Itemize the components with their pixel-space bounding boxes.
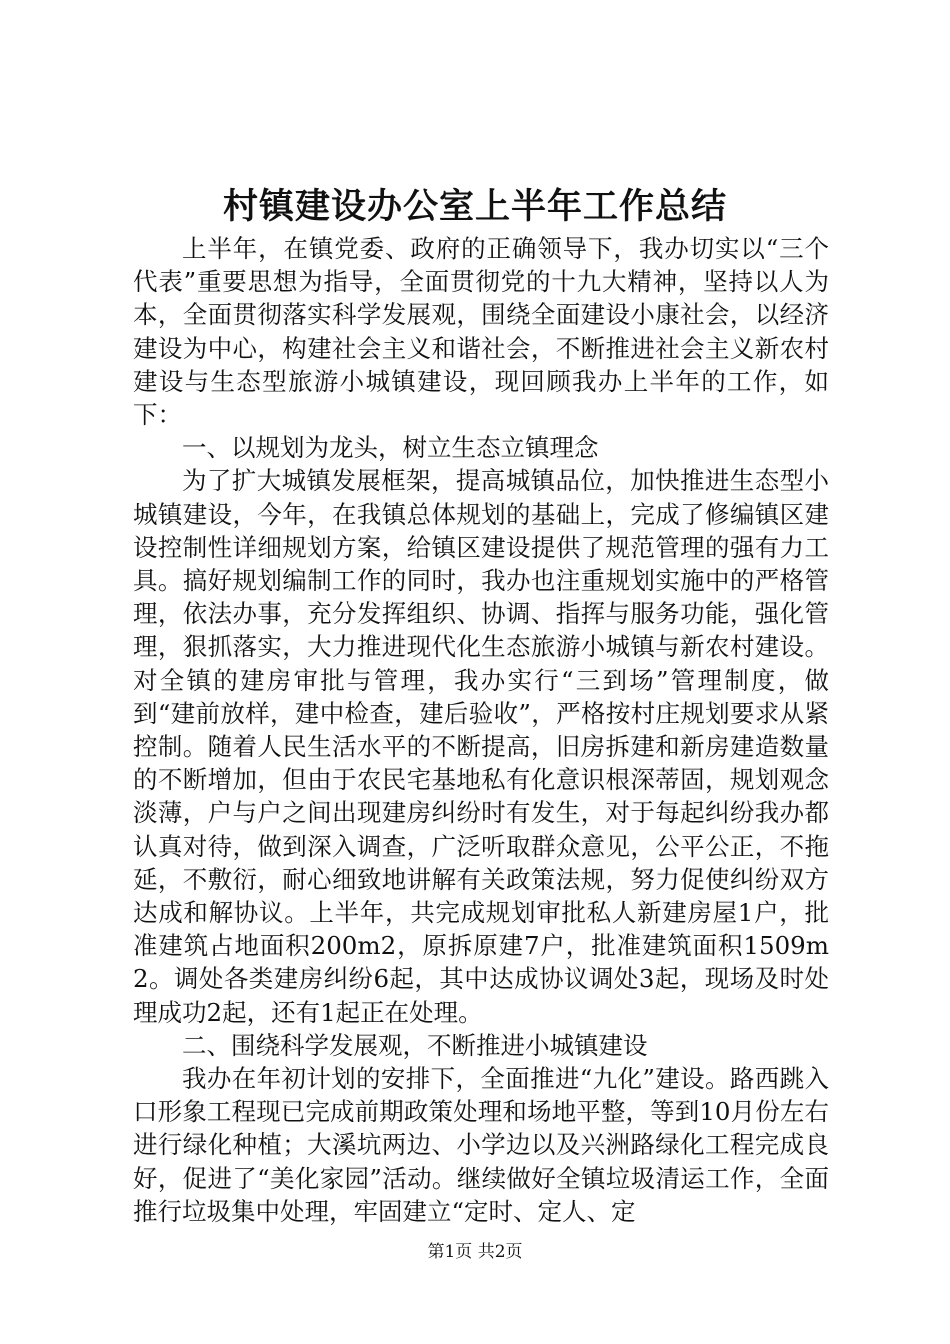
- section-heading-1: 一、以规划为龙头，树立生态立镇理念: [182, 433, 599, 463]
- document-body: [133, 232, 829, 1228]
- page-number-footer: 第1页 共2页: [427, 1242, 523, 1262]
- section-2-paragraph: 我办在年初计划的安排下，全面推进“九化”建设。路西跳入口形象工程现已完成前期政策处理和场地平整，等到10月份左右进行绿化种植；大溪坑两边、小学边以及兴洲路绿化工程完成良好，促进了“美化家园”活动。继续做好全镇垃圾清运工作，全面推行垃圾集中处理，牢固建立“定时、定人、定: [133, 1064, 829, 1226]
- section-1-paragraph: 为了扩大城镇发展框架，提高城镇品位，加快推进生态型小城镇建设，今年，在我镇总体规划的基础上，完成了修编镇区建设控制性详细规划方案，给镇区建设提供了规范管理的强有力工具。搞好规划编制工作的同时，我办也注重规划实施中的严格管理，依法办事，充分发挥组织、协调、指挥与服务功能，强化管理，狠抓落实，大力推进现代化生态旅游小城镇与新农村建设。对全镇的建房审批与管理，我办实行“三到场”管理制度，做到“建前放样，建中检查，建后验收”，严格按村庄规划要求从紧控制。随着人民生活水平的不断提高，旧房拆建和新房建造数量的不断增加，但由于农民宅基地私有化意识根深蒂固，规划观念淡薄，户与户之间出现建房纠纷时有发生，对于每起纠纷我办都认真对待，做到深入调查，广泛听取群众意见，公平公正，不拖延，不敷衍，耐心细致地讲解有关政策法规，努力促使纠纷双方达成和解协议。上半年，共完成规划审批私人新建房屋1户，批准建筑占地面积200m2，原拆原建7户，批准建筑面积1509m2。调处各类建房纠纷6起，其中达成协议调处3起，现场及时处理成功2起，还有1起正在处理。: [133, 466, 829, 1027]
- section-heading-2: 二、围绕科学发展观，不断推进小城镇建设: [182, 1030, 648, 1060]
- document-title: 村镇建设办公室上半年工作总结: [222, 186, 727, 227]
- intro-paragraph: 上半年，在镇党委、政府的正确领导下，我办切实以“三个代表”重要思想为指导，全面贯彻党的十九大精神，坚持以人为本，全面贯彻落实科学发展观，围绕全面建设小康社会，以经济建设为中心，构建社会主义和谐社会，不断推进社会主义新农村建设与生态型旅游小城镇建设，现回顾我办上半年的工作，如下：: [133, 234, 829, 430]
